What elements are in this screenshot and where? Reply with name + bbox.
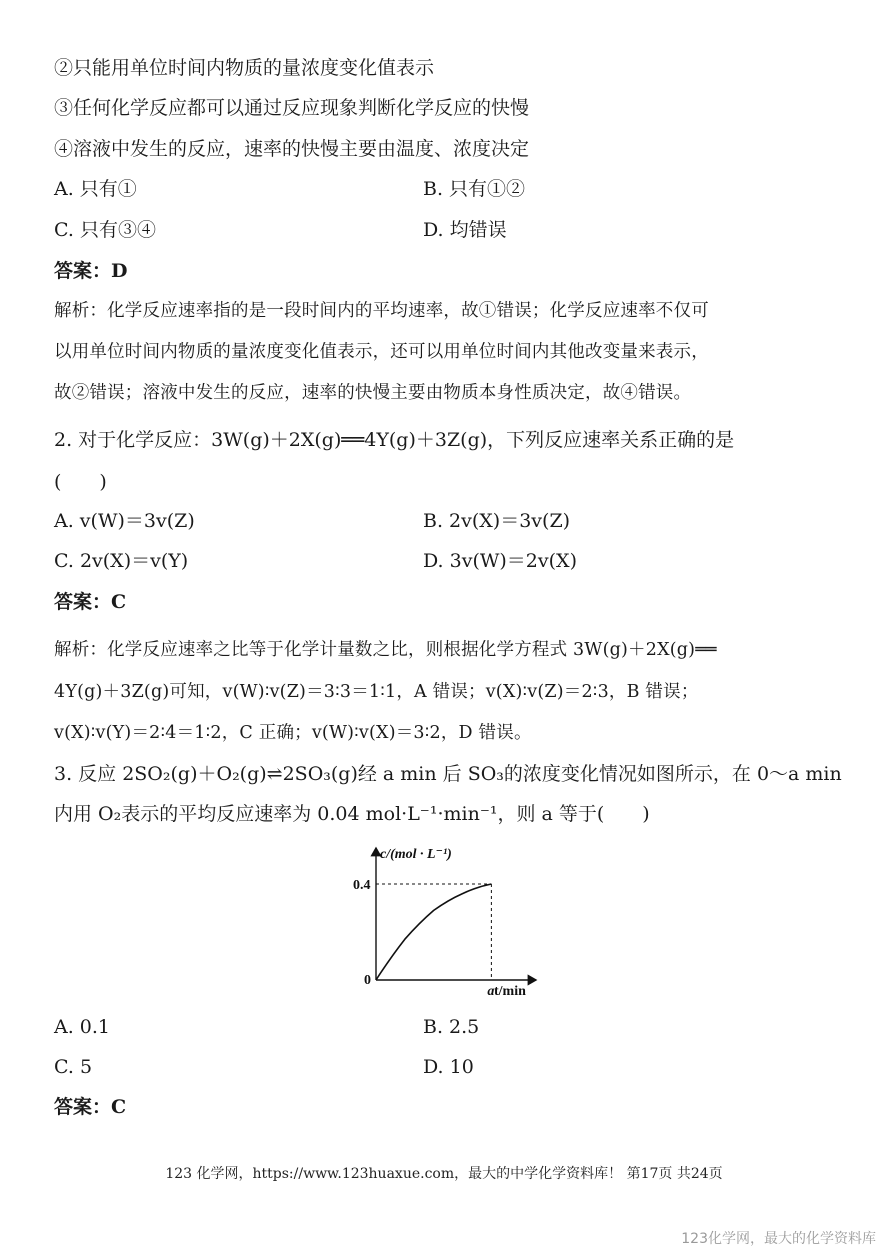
q2-option-c: C. 2v(X)＝v(Y) xyxy=(54,550,189,572)
q3-option-c: C. 5 xyxy=(54,1056,93,1078)
q2-explanation-line-1: 解析：化学反应速率之比等于化学计量数之比，则根据化学方程式 3W(g)＋2X(g)══ xyxy=(54,640,717,660)
q2-explanation-line-2: 4Y(g)＋3Z(g)可知，v(W)∶v(Z)＝3∶3＝1∶1，A 错误；v(X)∶v(Z)＝2∶3，B 错误； xyxy=(54,682,699,702)
q1-option-c: C. 只有③④ xyxy=(54,219,156,241)
q2-option-b: B. 2v(X)＝3v(Z) xyxy=(423,510,571,532)
q1-statement-2: ②只能用单位时间内物质的量浓度变化值表示 xyxy=(54,57,435,79)
so3-concentration-curve xyxy=(376,884,491,980)
concentration-time-chart xyxy=(340,838,550,1003)
q1-statement-3: ③任何化学反应都可以通过反应现象判断化学反应的快慢 xyxy=(54,97,530,119)
q3-option-d: D. 10 xyxy=(423,1056,474,1078)
x-tick-label-a: a xyxy=(487,984,495,999)
q1-option-b: B. 只有①② xyxy=(423,178,526,200)
q3-stem-line-2: 内用 O₂表示的平均反应速率为 0.04 mol·L⁻¹·min⁻¹，则 a 等于( ) xyxy=(54,803,650,825)
q2-stem-line-1: 2. 对于化学反应：3W(g)＋2X(g)══4Y(g)＋3Z(g)，下列反应速率关系正确的是 xyxy=(54,429,735,451)
q1-explanation-line-2: 以用单位时间内物质的量浓度变化值表示，还可以用单位时间内其他改变量来表示， xyxy=(54,342,709,362)
origin-label: 0 xyxy=(364,973,371,988)
q1-option-d: D. 均错误 xyxy=(423,219,507,241)
q1-option-a: A. 只有① xyxy=(54,178,137,200)
q2-stem-line-2: ( ) xyxy=(54,471,107,493)
x-axis-label: t/min xyxy=(494,984,526,999)
watermark-text: 123化学网，最大的化学资料库 xyxy=(681,1231,876,1247)
y-tick-label-0.4: 0.4 xyxy=(353,878,371,893)
q2-option-a: A. v(W)＝3v(Z) xyxy=(54,510,195,532)
q1-explanation-line-1: 解析：化学反应速率指的是一段时间内的平均速率，故①错误；化学反应速率不仅可 xyxy=(54,301,709,321)
q2-answer: 答案：C xyxy=(54,591,127,613)
q1-explanation-line-3: 故②错误；溶液中发生的反应，速率的快慢主要由物质本身性质决定，故④错误。 xyxy=(54,383,692,403)
q2-explanation-line-3: v(X)∶v(Y)＝2∶4＝1∶2，C 正确；v(W)∶v(X)＝3∶2，D 错误。 xyxy=(54,723,532,743)
y-axis-label: c/(mol · L⁻¹) xyxy=(380,847,452,862)
q3-answer: 答案：C xyxy=(54,1096,127,1118)
q3-stem-line-1: 3. 反应 2SO₂(g)＋O₂(g)⇌2SO₃(g)经 a min 后 SO₃的浓度变化情况如图所示，在 0～a min xyxy=(54,763,842,785)
q2-option-d: D. 3v(W)＝2v(X) xyxy=(423,550,577,572)
q3-option-b: B. 2.5 xyxy=(423,1016,480,1038)
q1-answer: 答案：D xyxy=(54,260,128,282)
q1-statement-4: ④溶液中发生的反应，速率的快慢主要由温度、浓度决定 xyxy=(54,138,530,160)
q3-option-a: A. 0.1 xyxy=(54,1016,111,1038)
page-footer: 123 化学网，https://www.123huaxue.com，最大的中学化学资料库！ 第17页 共24页 xyxy=(165,1166,723,1182)
